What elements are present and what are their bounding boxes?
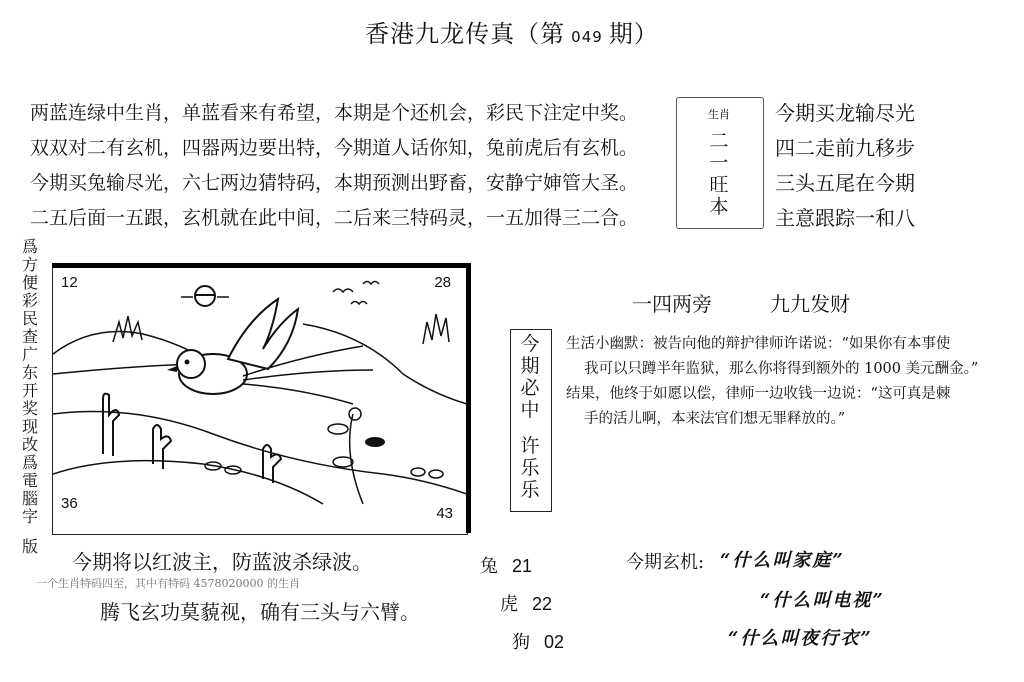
right-poem-line: 四二走前九移步 [775, 136, 915, 160]
corner-number-top-right: 28 [434, 274, 451, 291]
zodiac-number: 22 [532, 594, 553, 614]
poem-line: 二五后面一五跟，玄机就在此中间，二后来三特码灵，一五加得三二合。 [30, 207, 639, 229]
title-prefix: 香港九龙传真（第 [365, 20, 566, 48]
poem-line: 今期买兔输尽光，六七两边猜特码，本期预测出野畜，安静宁婶管大圣。 [30, 172, 639, 194]
must-hit-text [510, 333, 550, 501]
xuanji-item: “什么叫夜行衣” [728, 628, 873, 649]
poem-line: 两蓝连绿中生肖，单蓝看来有希望，本期是个还机会，彩民下注定中奖。 [30, 102, 639, 124]
story-line: 结果，他终于如愿以偿，律师一边收钱一边说：“这可真是棘 [566, 386, 951, 402]
zodiac-number-row [512, 628, 564, 654]
zodiac-box-chars [680, 130, 758, 218]
zodiac-char: 二 [709, 130, 729, 152]
story-line: 手的活儿啊，本来法官们想无罪释放的。” [584, 411, 846, 427]
must-hit-char: 许 [520, 435, 540, 457]
right-poem-line: 今期买龙输尽光 [775, 101, 915, 125]
story-line: 我可以只蹲半年监狱，那么你将得到额外的 1000 美元酬金。” [584, 361, 979, 377]
corner-number-top-left: 12 [61, 274, 78, 291]
picture-frame-top [52, 263, 470, 268]
bird-drawing [53, 264, 467, 534]
xuanji-label: 今期玄机: [626, 552, 705, 573]
humor-story [566, 332, 1018, 432]
zodiac-char: 旺 [709, 174, 729, 196]
page-title [0, 14, 1024, 49]
flying-bird-icon [333, 289, 353, 292]
poem-line: 双双对二有玄机，四器两边要出特，今期道人话你知，兔前虎后有玄机。 [30, 137, 639, 159]
corner-number-bottom-left: 36 [61, 495, 78, 512]
must-hit-char [510, 421, 550, 435]
xuanji-item: “什么叫家庭” [720, 550, 845, 571]
flying-bird-icon [351, 302, 367, 305]
zodiac-number: 02 [544, 632, 565, 652]
slogan-right: 九九发财 [770, 292, 850, 316]
issue-number: 049 [571, 28, 603, 46]
corner-number-bottom-right: 43 [436, 505, 453, 522]
must-hit-char: 中 [520, 399, 540, 421]
bird-illustration [52, 263, 468, 535]
zodiac-animal: 兔 [480, 556, 498, 577]
zodiac-animal: 狗 [512, 632, 530, 653]
must-hit-char: 乐 [520, 479, 540, 501]
story-line: 被告向他的辩护律师许诺说：“如果你有本事使 [653, 336, 951, 352]
zodiac-number-row [480, 552, 532, 578]
right-poem-line: 三头五尾在今期 [775, 171, 915, 195]
slogan [632, 288, 908, 317]
zodiac-char: 本 [709, 196, 729, 218]
zodiac-box-label: 生肖 [708, 108, 730, 121]
must-hit-char: 期 [520, 355, 540, 377]
story-lead: 生活小幽默： [566, 336, 653, 352]
faint-note: 一个生肖特码四至，其中有特码 4578020000 的生肖 [36, 577, 300, 590]
title-suffix: 期） [608, 20, 659, 48]
right-poem [775, 96, 915, 236]
slogan-left: 一四两旁 [632, 292, 712, 316]
must-hit-char: 必 [520, 377, 540, 399]
main-poem [30, 96, 638, 236]
picture-frame-right [466, 263, 471, 533]
bottom-line-1: 今期将以红波主，防蓝波杀绿波。 [72, 550, 372, 574]
zodiac-char: 一 [709, 152, 729, 174]
zodiac-animal: 虎 [500, 594, 518, 615]
right-poem-line: 主意跟踪一和八 [775, 206, 915, 230]
bottom-line-2: 腾飞玄功莫藐视，确有三头与六臂。 [100, 600, 420, 624]
zodiac-number: 21 [512, 556, 533, 576]
must-hit-char: 今 [520, 333, 540, 355]
zodiac-number-row [500, 590, 552, 616]
side-vertical-bottom: 版 [21, 537, 38, 556]
flying-bird-icon [363, 282, 379, 285]
xuanji-item: “什么叫电视” [760, 590, 885, 611]
must-hit-char: 乐 [520, 457, 540, 479]
side-vertical-text: 爲方便彩民查广东开奖现改爲電腦字 [21, 237, 38, 526]
